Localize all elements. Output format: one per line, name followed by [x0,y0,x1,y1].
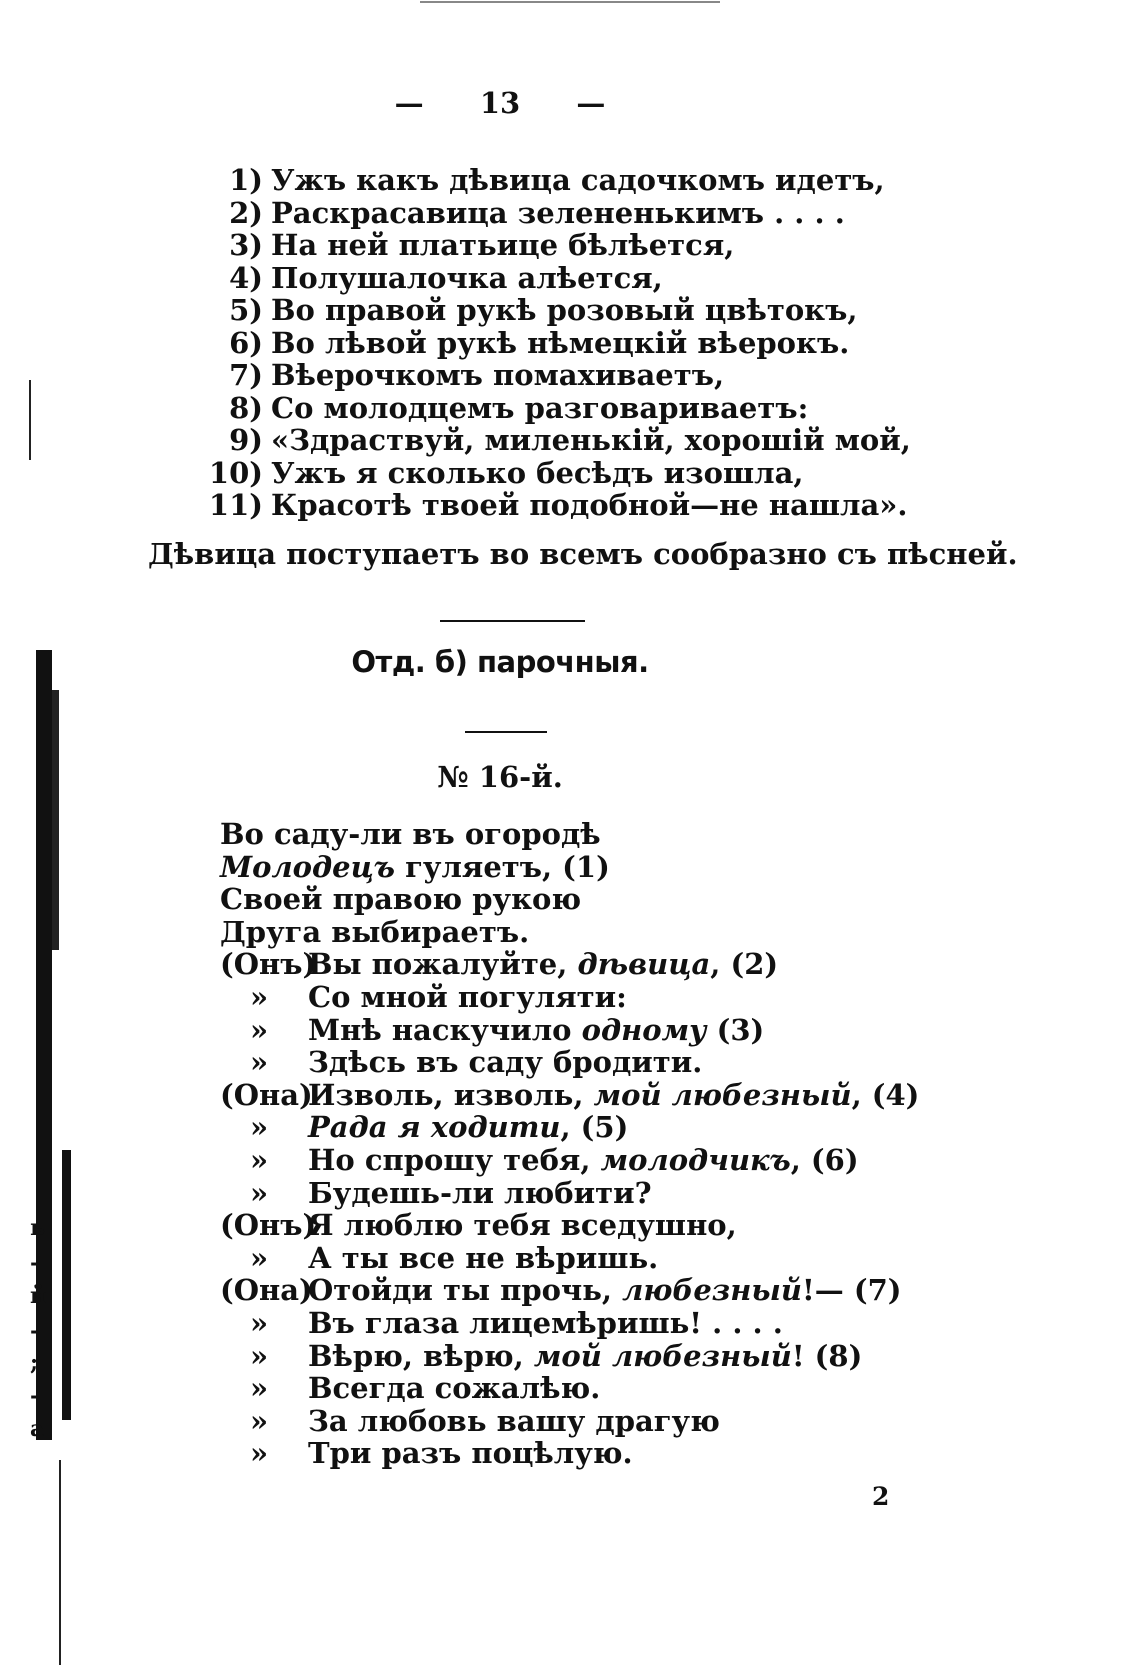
song-line-text: (3) [706,1012,765,1047]
verse-line-number: 10) [208,455,263,490]
song-line [220,1372,919,1405]
song-line-italic: мой любезный [593,1077,852,1112]
verse-line-number: 6) [229,325,263,360]
verse-line [205,457,911,490]
binding-shadow-lower [62,1150,71,1420]
ditto-mark: » [250,1045,269,1080]
ditto-mark: » [250,1436,269,1471]
song-line [220,1405,919,1438]
song-line [220,1340,919,1373]
divider-rule-short [465,731,547,733]
song-line [220,851,919,884]
verse-line-number: 11) [208,488,263,522]
page-number-value: 13 [479,86,521,120]
song-line [220,1177,919,1210]
song-line-text: Три разъ поцѣлую. [308,1436,633,1471]
ditto-mark: » [250,1240,269,1275]
verse-line-number: 4) [229,260,263,295]
song-line-italic: одному [581,1012,707,1047]
section-heading: Отд. б) парочныя. [351,645,649,679]
verse-line-number: 9) [229,423,263,457]
page-dash-right: — [576,86,606,120]
margin-fragment: ; [30,1350,39,1376]
song-line [220,1437,919,1470]
song-line-italic: молодчикъ [600,1142,791,1177]
verse-line-text: Ужъ какъ дѣвица садочкомъ идетъ, [271,163,885,197]
song-line [220,1046,919,1079]
song-line-text: Во саду-ли въ огородѣ [220,817,601,851]
song-line-text: Изволь, изволь, [308,1077,594,1112]
song-line-italic: дѣвица [577,947,711,982]
speaker-label: (Онъ) [220,947,317,982]
song-line [220,981,919,1014]
speaker-label: (Онъ) [220,1208,317,1243]
ditto-mark: » [250,1305,269,1340]
verse-line-text: «Здраствуй, миленькій, хорошій мой, [271,423,911,457]
song-line-text: Всегда сожалѣю. [308,1371,601,1406]
verse-line-number: 3) [229,228,263,262]
song-line [220,1307,919,1340]
verse-line-text: Со молодцемъ разговариваетъ: [271,390,809,425]
song-line-text: , (4) [851,1077,920,1112]
verse-line-number: 1) [229,163,263,197]
song-line-text: Друга выбираетъ. [220,914,530,949]
song-text [220,818,919,1470]
verse-line-text: Во правой рукѣ розовый цвѣтокъ, [271,293,858,327]
ditto-mark: » [250,1110,269,1145]
song-line-text: Отойди ты прочь, [308,1273,623,1308]
margin-fragment: ь [30,1215,45,1241]
ditto-mark: » [250,1403,269,1438]
song-line-italic: Рада я ходити [308,1110,561,1145]
margin-fragment: а [30,1416,45,1442]
verse-line-text: Во лѣвой рукѣ нѣмецкій вѣерокъ. [271,325,850,360]
song-line-text: Въ глаза лицемѣришь! . . . . [308,1305,783,1340]
song-line-text: ! (8) [791,1338,863,1373]
signature-mark: 2 [872,1482,890,1511]
song-line [220,1242,919,1275]
speaker-label: (Она) [220,1077,313,1112]
verse-line [205,489,911,522]
song-line [220,883,919,916]
verse-line-number: 8) [229,390,263,425]
song-line-text: Вы пожалуйте, [308,947,578,982]
verse-line-text: Полушалочка алѣется, [271,260,663,295]
margin-fragment: - [30,1250,40,1276]
song-line-text: Со мной погуляти: [308,979,627,1014]
speaker-label: (Она) [220,1273,313,1308]
ditto-mark: » [250,979,269,1014]
song-line-text: !— (7) [802,1273,902,1308]
verse-line [205,359,911,392]
verse-line [205,164,911,197]
song-line-italic: мой любезный [533,1338,792,1373]
verse-line-number: 7) [229,358,263,392]
verse-line-text: Вѣерочкомъ помахиваетъ, [271,358,725,392]
song-line-text: Но спрошу тебя, [308,1142,601,1177]
song-line-text: Я люблю тебя вседушно, [308,1208,737,1243]
numbered-verse [205,164,911,522]
verse-line-text: Красотѣ твоей подобной—не нашла». [271,488,908,522]
instruction-note: Дѣвица поступаетъ во всемъ сообразно съ пѣсней. [148,537,1018,571]
song-line-text: За любовь вашу драгую [308,1403,720,1438]
margin-fragment: - [30,1318,40,1344]
song-line-text: Будешь-ли любити? [308,1175,652,1210]
verse-line [205,327,911,360]
song-line-italic: любезный [622,1273,803,1308]
verse-line-text: На ней платьице бѣлѣется, [271,228,735,262]
ditto-mark: » [250,1338,269,1373]
song-line-text: гуляетъ, (1) [395,849,610,884]
song-line [220,1111,919,1144]
verse-line [205,197,911,230]
song-line-text: , (6) [790,1142,859,1177]
song-title: № 16-й. [437,760,563,794]
song-line-text: Мнѣ наскучило [308,1012,582,1047]
verse-line [205,392,911,425]
song-line-text: Вѣрю, вѣрю, [308,1338,534,1373]
song-line [220,916,919,949]
song-line [220,1274,919,1307]
ditto-mark: » [250,1371,269,1406]
song-line [220,1144,919,1177]
verse-line-text: Ужъ я сколько бесѣдъ изошла, [271,455,804,490]
song-line [220,1209,919,1242]
ditto-mark: » [250,1175,269,1210]
binding-shadow-inner [52,690,59,950]
song-line [220,818,919,851]
verse-line [205,294,911,327]
verse-line [205,424,911,457]
ditto-mark: » [250,1142,269,1177]
song-line [220,1014,919,1047]
song-line-italic: Молодецъ [220,849,396,884]
verse-line [205,262,911,295]
song-line-text: Своей правою рукою [220,882,582,917]
song-line-text: , (2) [710,947,779,982]
song-line-text: А ты все не вѣришь. [308,1240,659,1275]
song-line [220,1079,919,1112]
divider-rule [440,620,585,622]
margin-fragment: й [30,1283,47,1309]
margin-fragment: - [30,1383,40,1409]
song-line-text: Здѣсь въ саду бродити. [308,1045,703,1080]
verse-line-text: Раскрасавица зелененькимъ . . . . [271,195,845,230]
page-dash-left: — [394,86,424,120]
verse-line-number: 2) [229,195,263,230]
song-line-text: , (5) [560,1110,629,1145]
verse-line [205,229,911,262]
song-line [220,948,919,981]
page-number [0,86,1000,120]
ditto-mark: » [250,1012,269,1047]
verse-line-number: 5) [229,293,263,327]
